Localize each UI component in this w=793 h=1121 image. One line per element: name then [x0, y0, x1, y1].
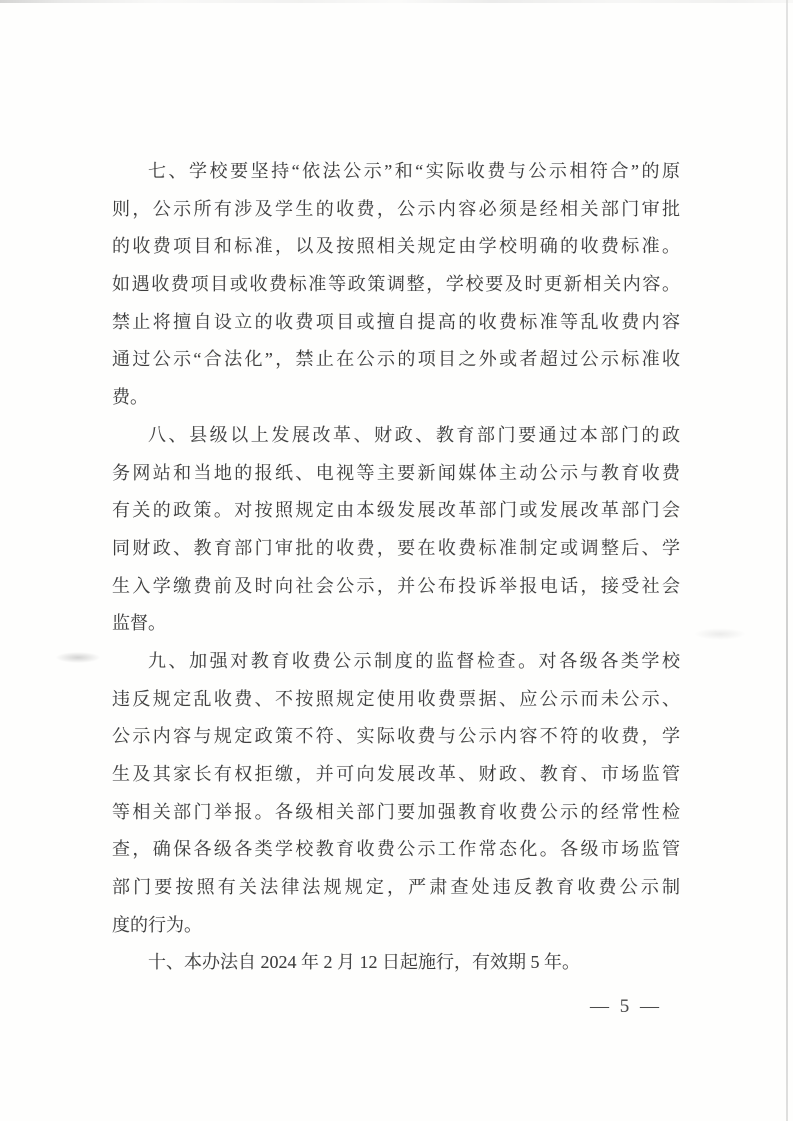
text-line: 八、县级以上发展改革、财政、教育部门要通过本部门的政 [148, 424, 680, 445]
text-line: 同财政、教育部门审批的收费，要在收费标准制定或调整后、学 [112, 537, 680, 558]
text-line: 七、学校要坚持“依法公示”和“实际收费与公示相符合”的原 [148, 161, 680, 181]
text-line: 费。 [112, 387, 148, 408]
text-line: 有关的政策。对按照规定由本级发展改革部门或发展改革部门会 [112, 500, 680, 521]
page-number: — 5 — [590, 996, 662, 1017]
text-line: 查，确保各级各类学校教育收费公示工作常态化。各级市场监管 [112, 839, 680, 860]
scan-artifact-smudge [694, 628, 746, 640]
text-line: 度的行为。 [112, 914, 202, 935]
text-line: 如遇收费项目或收费标准等政策调整，学校要及时更新相关内容。 [112, 274, 680, 295]
text-line: 通过公示“合法化”，禁止在公示的项目之外或者超过公示标准收 [112, 349, 680, 370]
text-line: 则，公示所有涉及学生的收费，公示内容必须是经相关部门审批 [112, 198, 680, 219]
scan-artifact-smudge [56, 652, 100, 663]
text-line: 部门要按照有关法律法规规定，严肃查处违反教育收费公示制 [112, 877, 680, 898]
text-line: 务网站和当地的报纸、电视等主要新闻媒体主动公示与教育收费 [112, 462, 680, 483]
text-line: 九、加强对教育收费公示制度的监督检查。对各级各类学校 [148, 650, 680, 671]
text-line: 的收费项目和标准，以及按照相关规定由学校明确的收费标准。 [112, 236, 680, 257]
text-line: 监督。 [112, 613, 166, 634]
text-line: 生入学缴费前及时向社会公示，并公布投诉举报电话，接受社会 [112, 575, 680, 596]
scan-artifact-top-edge [0, 0, 793, 3]
text-line: 生及其家长有权拒缴，并可向发展改革、财政、教育、市场监管 [112, 764, 680, 784]
scan-artifact-right-edge [786, 0, 788, 1121]
document-body [112, 153, 680, 982]
text-line: 违反规定乱收费、不按照规定使用收费票据、应公示而未公示、 [112, 688, 680, 709]
text-line: 公示内容与规定政策不符、实际收费与公示内容不符的收费，学 [112, 726, 680, 747]
text-line: 禁止将擅自设立的收费项目或擅自提高的收费标准等乱收费内容 [112, 311, 680, 332]
text-line: 十、本办法自 2024 年 2 月 12 日起施行，有效期 5 年。 [148, 952, 580, 973]
text-line: 等相关部门举报。各级相关部门要加强教育收费公示的经常性检 [112, 801, 680, 822]
